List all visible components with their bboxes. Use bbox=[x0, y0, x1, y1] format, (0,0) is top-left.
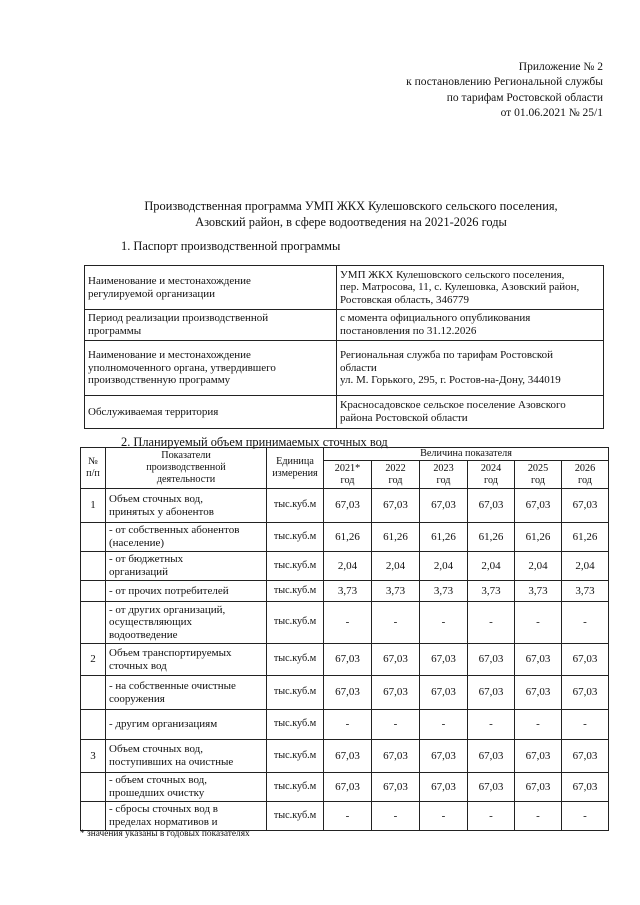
section1-heading: 1. Паспорт производственной программы bbox=[121, 239, 341, 253]
section2-heading: 2. Планируемый объем принимаемых сточных вод bbox=[121, 435, 388, 449]
row-value: 61,26 bbox=[468, 523, 515, 552]
col-unit-header: Единица измерения bbox=[267, 448, 324, 489]
row-indicator: - от бюджетных организаций bbox=[106, 552, 267, 581]
row-value: 3,73 bbox=[515, 581, 562, 602]
row-value: 67,03 bbox=[468, 644, 515, 676]
row-value: 67,03 bbox=[372, 773, 420, 802]
row-value: 3,73 bbox=[468, 581, 515, 602]
row-value: 3,73 bbox=[420, 581, 468, 602]
row-value: 67,03 bbox=[468, 773, 515, 802]
table-row bbox=[81, 773, 609, 802]
title-line: Азовский район, в сфере водоотведения на 2021-2026 годы bbox=[195, 214, 507, 229]
row-indicator: - от собственных абонентов (население) bbox=[106, 523, 267, 552]
document-title bbox=[60, 199, 640, 230]
volume-header-row bbox=[81, 448, 609, 461]
year-header: 2025 год bbox=[515, 461, 562, 489]
row-number bbox=[81, 552, 106, 581]
row-value: 61,26 bbox=[420, 523, 468, 552]
passport-value: с момента официального опубликования постановления по 31.12.2026 bbox=[337, 310, 604, 341]
passport-row bbox=[85, 396, 604, 429]
row-number: 2 bbox=[81, 644, 106, 676]
row-value: 67,03 bbox=[324, 489, 372, 523]
appendix-line: к постановлению Региональной службы bbox=[406, 76, 603, 89]
table-row bbox=[81, 581, 609, 602]
row-value: 67,03 bbox=[324, 740, 372, 773]
table-row bbox=[81, 523, 609, 552]
row-number bbox=[81, 602, 106, 644]
row-value: 67,03 bbox=[420, 489, 468, 523]
year-header: 2023 год bbox=[420, 461, 468, 489]
row-value: 67,03 bbox=[562, 676, 609, 710]
row-value: - bbox=[324, 710, 372, 740]
row-number bbox=[81, 773, 106, 802]
row-number: 3 bbox=[81, 740, 106, 773]
row-value: - bbox=[420, 710, 468, 740]
table-row bbox=[81, 644, 609, 676]
row-value: - bbox=[420, 602, 468, 644]
table-row bbox=[81, 710, 609, 740]
row-value: 67,03 bbox=[468, 676, 515, 710]
row-value: 67,03 bbox=[324, 773, 372, 802]
row-value: 67,03 bbox=[372, 740, 420, 773]
row-value: - bbox=[324, 602, 372, 644]
passport-row bbox=[85, 266, 604, 310]
appendix-block bbox=[283, 60, 603, 122]
passport-value: УМП ЖКХ Кулешовского сельского поселения, пер. Матросова, 11, с. Кулешовка, Азовский район, Ростовская область, 346779 bbox=[337, 266, 604, 310]
row-value: 67,03 bbox=[324, 644, 372, 676]
col-indicator-header: Показатели производственной деятельности bbox=[106, 448, 267, 489]
row-value: 67,03 bbox=[562, 740, 609, 773]
row-value: - bbox=[372, 802, 420, 831]
row-unit: тыс.куб.м bbox=[267, 602, 324, 644]
passport-table bbox=[84, 265, 604, 429]
passport-value: Красносадовское сельское поселение Азовского района Ростовской области bbox=[337, 396, 604, 429]
row-value: 67,03 bbox=[562, 489, 609, 523]
row-value: 2,04 bbox=[372, 552, 420, 581]
row-indicator: - сбросы сточных вод в пределах нормативов и bbox=[106, 802, 267, 831]
footnote: * значения указаны в годовых показателях bbox=[80, 829, 250, 839]
row-number bbox=[81, 802, 106, 831]
passport-row bbox=[85, 341, 604, 396]
row-value: 2,04 bbox=[562, 552, 609, 581]
table-row bbox=[81, 489, 609, 523]
table-row bbox=[81, 552, 609, 581]
row-value: 2,04 bbox=[515, 552, 562, 581]
row-unit: тыс.куб.м bbox=[267, 552, 324, 581]
row-value: 67,03 bbox=[562, 773, 609, 802]
row-value: 67,03 bbox=[468, 489, 515, 523]
row-unit: тыс.куб.м bbox=[267, 710, 324, 740]
col-values-header: Величина показателя bbox=[324, 448, 609, 461]
row-number bbox=[81, 710, 106, 740]
row-number bbox=[81, 676, 106, 710]
row-value: 61,26 bbox=[324, 523, 372, 552]
row-indicator: Объем сточных вод, принятых у абонентов bbox=[106, 489, 267, 523]
row-value: 67,03 bbox=[562, 644, 609, 676]
row-value: - bbox=[468, 602, 515, 644]
row-value: - bbox=[420, 802, 468, 831]
row-value: - bbox=[515, 602, 562, 644]
row-number: 1 bbox=[81, 489, 106, 523]
row-indicator: Объем транспортируемых сточных вод bbox=[106, 644, 267, 676]
row-unit: тыс.куб.м bbox=[267, 676, 324, 710]
row-value: 67,03 bbox=[324, 676, 372, 710]
passport-value: Региональная служба по тарифам Ростовской области ул. М. Горького, 295, г. Ростов-на-Дону, 344019 bbox=[337, 341, 604, 396]
row-value: 67,03 bbox=[515, 773, 562, 802]
passport-label: Наименование и местонахождение регулируемой организации bbox=[85, 266, 337, 310]
year-header: 2024 год bbox=[468, 461, 515, 489]
row-unit: тыс.куб.м bbox=[267, 489, 324, 523]
row-unit: тыс.куб.м bbox=[267, 644, 324, 676]
volume-table-body bbox=[81, 448, 609, 831]
table-row bbox=[81, 802, 609, 831]
title-line: Производственная программа УМП ЖКХ Кулешовского сельского поселения, bbox=[144, 199, 558, 213]
row-value: - bbox=[562, 602, 609, 644]
row-indicator: - от прочих потребителей bbox=[106, 581, 267, 602]
row-value: 2,04 bbox=[324, 552, 372, 581]
row-value: 67,03 bbox=[515, 644, 562, 676]
row-value: 67,03 bbox=[420, 773, 468, 802]
row-value: - bbox=[562, 710, 609, 740]
row-value: 67,03 bbox=[372, 489, 420, 523]
row-unit: тыс.куб.м bbox=[267, 523, 324, 552]
row-value: 2,04 bbox=[468, 552, 515, 581]
row-value: 67,03 bbox=[515, 676, 562, 710]
row-value: - bbox=[515, 710, 562, 740]
appendix-line: Приложение № 2 bbox=[518, 61, 603, 73]
row-value: - bbox=[372, 602, 420, 644]
col-num-header: № п/п bbox=[81, 448, 106, 489]
row-value: 67,03 bbox=[515, 740, 562, 773]
row-value: 67,03 bbox=[372, 676, 420, 710]
table-row bbox=[81, 676, 609, 710]
row-value: 67,03 bbox=[515, 489, 562, 523]
row-indicator: - на собственные очистные сооружения bbox=[106, 676, 267, 710]
row-value: 61,26 bbox=[562, 523, 609, 552]
table-row bbox=[81, 740, 609, 773]
row-unit: тыс.куб.м bbox=[267, 773, 324, 802]
passport-label: Наименование и местонахождение уполномоченного органа, утвердившего производственную программу bbox=[85, 341, 337, 396]
appendix-line: от 01.06.2021 № 25/1 bbox=[500, 107, 603, 120]
table-row bbox=[81, 602, 609, 644]
row-value: - bbox=[562, 802, 609, 831]
row-value: 61,26 bbox=[515, 523, 562, 552]
volume-table bbox=[80, 447, 609, 831]
row-value: 61,26 bbox=[372, 523, 420, 552]
passport-label: Период реализации производственной программы bbox=[85, 310, 337, 341]
passport-table-body bbox=[85, 266, 604, 429]
row-value: - bbox=[468, 710, 515, 740]
year-header: 2022 год bbox=[372, 461, 420, 489]
passport-label: Обслуживаемая территория bbox=[85, 396, 337, 429]
row-value: 3,73 bbox=[372, 581, 420, 602]
row-indicator: - объем сточных вод, прошедших очистку bbox=[106, 773, 267, 802]
row-number bbox=[81, 523, 106, 552]
row-indicator: - другим организациям bbox=[106, 710, 267, 740]
row-value: 3,73 bbox=[562, 581, 609, 602]
year-header: 2026 год bbox=[562, 461, 609, 489]
row-unit: тыс.куб.м bbox=[267, 802, 324, 831]
row-number bbox=[81, 581, 106, 602]
row-indicator: Объем сточных вод, поступивших на очистные bbox=[106, 740, 267, 773]
row-unit: тыс.куб.м bbox=[267, 740, 324, 773]
row-value: 67,03 bbox=[468, 740, 515, 773]
row-unit: тыс.куб.м bbox=[267, 581, 324, 602]
row-value: 67,03 bbox=[420, 676, 468, 710]
row-value: - bbox=[515, 802, 562, 831]
row-value: - bbox=[372, 710, 420, 740]
row-value: 2,04 bbox=[420, 552, 468, 581]
row-value: - bbox=[468, 802, 515, 831]
row-value: 67,03 bbox=[420, 644, 468, 676]
row-value: 67,03 bbox=[372, 644, 420, 676]
appendix-line: по тарифам Ростовской области bbox=[446, 91, 603, 104]
row-indicator: - от других организаций, осуществляющих водоотведение bbox=[106, 602, 267, 644]
row-value: - bbox=[324, 802, 372, 831]
row-value: 3,73 bbox=[324, 581, 372, 602]
passport-row bbox=[85, 310, 604, 341]
year-header: 2021* год bbox=[324, 461, 372, 489]
row-value: 67,03 bbox=[420, 740, 468, 773]
